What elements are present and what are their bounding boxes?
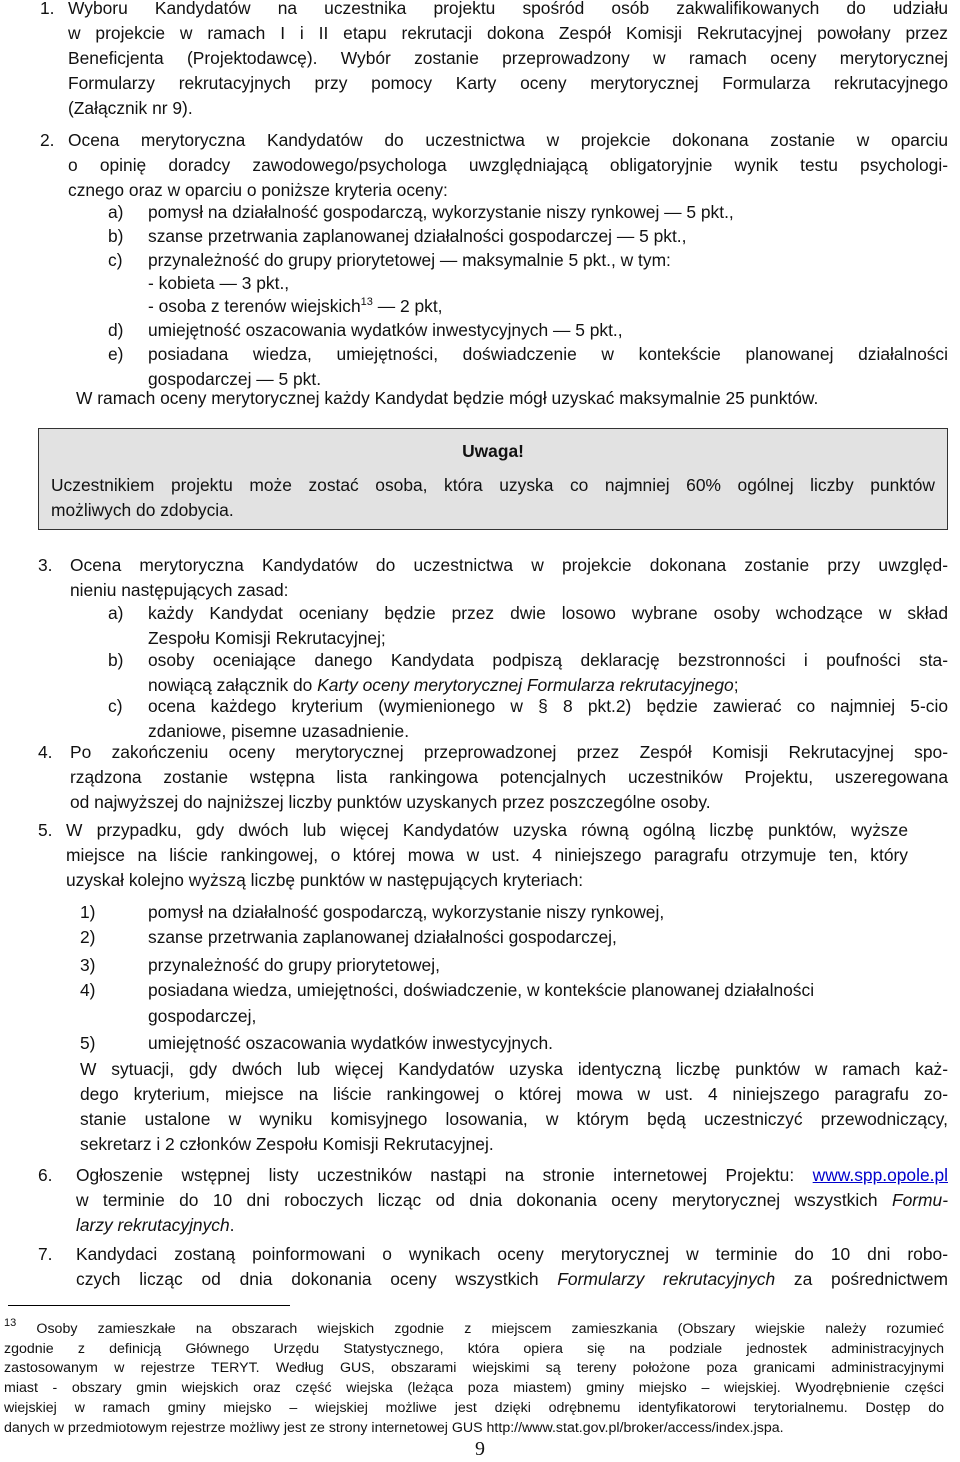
max-points-summary: W ramach oceny merytorycznej każdy Kandydat będzie mógł uzyskać maksymalnie 25 punktów. [76, 388, 819, 408]
rule-b-form-name: Karty oceny merytorycznej Formularza rekrutacyjnego [317, 675, 734, 695]
p5-line-3: uzyskał kolejno wyższą liczbę punktów w następujących kryteriach: [66, 870, 584, 890]
tiebreak-1-label: 1) [80, 902, 96, 922]
p1-line-5: (Załącznik nr 9). [68, 98, 193, 118]
p4-line-1: Po zakończeniu oceny merytorycznej przeprowadzonej przez Zespół Komisji Rekrutacyjnej spo- [70, 742, 948, 762]
rule-b-line-1: osoby oceniające danego Kandydata podpiszą deklarację bezstronności i poufności sta- [148, 650, 948, 670]
rule-a-label: a) [108, 603, 124, 623]
note-box [38, 428, 948, 530]
point-1-number: 1. [40, 0, 55, 18]
p2-line-2: o opinię doradcy zawodowego/psychologa uwzględniającą obligatoryjnie wynik testu psychologi- [68, 155, 948, 175]
note-line-1: Uczestnikiem projektu może zostać osoba, która uzyska co najmniej 60% ogólnej liczby punktów [51, 475, 935, 495]
page-number: 9 [475, 1438, 485, 1460]
rule-c-label: c) [108, 696, 123, 716]
p6-line-2-italic: Formu- [891, 1190, 948, 1210]
p4-line-3: od najwyższej do najniższej liczby punktów uzyskanych przez poszczególne osoby. [70, 792, 711, 812]
tiebreak-4-label: 4) [80, 980, 96, 1000]
tiebreak-2-label: 2) [80, 927, 96, 947]
criterion-d-label: d) [108, 320, 124, 340]
tiebreak-3-label: 3) [80, 955, 96, 975]
criterion-c: przynależność do grupy priorytetowej — maksymalnie 5 pkt., w tym: [148, 250, 671, 270]
note-text [51, 473, 935, 523]
rural-points: — 2 pkt, [372, 296, 443, 316]
criterion-a: pomysł na działalność gospodarczą, wykorzystanie niszy rynkowej — 5 pkt., [148, 202, 734, 222]
p2-line-3: cznego oraz w oparciu o poniższe kryteria oceny: [68, 180, 448, 200]
criterion-e [148, 342, 948, 392]
footnote-line-1-text: Osoby zamieszkałe na obszarach wiejskich zgodnie z miejscem zamieszkania (Obszary wiejskie należy rozumieć [36, 1321, 944, 1337]
criterion-c-women: - kobieta — 3 pkt., [148, 273, 290, 293]
criterion-b: szanse przetrwania zaplanowanej działalności gospodarczej — 5 pkt., [148, 226, 687, 246]
point-4-number: 4. [38, 742, 53, 762]
criterion-a-label: a) [108, 202, 124, 222]
rule-a-line-2: Zespołu Komisji Rekrutacyjnej; [148, 628, 386, 648]
rule-a-line-1: każdy Kandydat oceniany będzie przez dwie losowo wybrane osoby wchodzące w skład [148, 603, 948, 623]
p6-line-1-text: Ogłoszenie wstępnej listy uczestników nastąpi na stronie internetowej Projektu: [76, 1165, 813, 1185]
tiebreak-4-cont: gospodarczej, [148, 1006, 257, 1026]
p1-line-2: w projekcie w ramach I i II etapu rekrutacji dokona Zespół Komisji Rekrutacyjnej powołany przez [68, 23, 948, 43]
p6-line-3-end: . [229, 1215, 235, 1235]
point-5-number: 5. [38, 820, 53, 840]
tiebreak-5: umiejętność oszacowania wydatków inwestycyjnych. [148, 1033, 553, 1053]
footnote-line-3: zastosowanym w rejestrze TERYT. Według GUS, obszarami wiejskimi są tereny położone poza granicami administracyjnymi [4, 1360, 944, 1377]
tiebreak-3: przynależność do grupy priorytetowej, [148, 955, 440, 975]
p6-line-2 [76, 1188, 948, 1213]
criterion-b-label: b) [108, 226, 124, 246]
p6-line-3 [76, 1213, 948, 1238]
p2-line-1: Ocena merytoryczna Kandydatów do uczestnictwa w projekcie dokonana zostanie w oparciu [68, 130, 948, 150]
rule-c-line-2: zdaniowe, pisemne uzasadnienie. [148, 721, 410, 741]
p7-line-2-text: czych licząc od dnia dokonania oceny wszystkich [76, 1269, 558, 1289]
point-6-text [76, 1163, 948, 1238]
footnote-line-4: miast - obszary gmin wiejskich oraz część wiejska (leżąca poza miastem) gminy miejsko – wiejskiej. Wyodrębnienie części [4, 1380, 944, 1397]
criterion-c-rural [148, 294, 443, 319]
point-4-text [70, 740, 948, 815]
p1-line-3: Beneficjenta (Projektodawcę). Wybór zostanie przeprowadzony w ramach oceny merytorycznej [68, 48, 948, 68]
point-2-text [68, 128, 948, 203]
point-1-text [68, 0, 948, 121]
lottery-line-3: stanie ustalone w wyniku komisyjnego losowania, w którym będą uczestniczyć przewodniczący, [80, 1109, 948, 1129]
footnote-line-1 [4, 1317, 944, 1340]
footnote-ref: 13 [360, 296, 373, 308]
p4-line-2: rządzona zostanie wstępna lista rankingowa potencjalnych uczestników Projektu, uszeregowana [70, 767, 948, 787]
footnote-line-6: danych w przedmiotowym rejestrze możliwy jest ze strony internetowej GUS http://www.stat.gov.pl/broker/access/index.jspa. [4, 1419, 784, 1436]
tiebreak-1: pomysł na działalność gospodarczą, wykorzystanie niszy rynkowej, [148, 902, 665, 922]
lottery-line-2: dego kryterium, miejsce na liście rankingowej o której mowa w ust. 4 niniejszego paragrafu zo- [80, 1084, 948, 1104]
footnote-13 [4, 1317, 944, 1438]
lottery-line-1: W sytuacji, gdy dwóch lub więcej Kandydatów uzyska identyczną liczbę punktów w ramach każ- [80, 1059, 948, 1079]
lottery-line-4: sekretarz i 2 członków Zespołu Komisji Rekrutacyjnej. [80, 1134, 494, 1154]
tiebreak-2: szanse przetrwania zaplanowanej działalności gospodarczej, [148, 927, 617, 947]
point-5-text [66, 818, 908, 893]
p5-line-1: W przypadku, gdy dwóch lub więcej Kandydatów uzyska równą ogólną liczbę punktów, wyższe [66, 820, 908, 840]
point-3-text [70, 553, 948, 603]
rule-b-end: ; [733, 675, 739, 695]
p6-line-3-italic: larzy rekrutacyjnych [76, 1215, 230, 1235]
criterion-e-line-1: posiadana wiedza, umiejętności, doświadczenie w kontekście planowanej działalności [148, 344, 948, 364]
p7-line-2-end: za pośrednictwem [775, 1269, 948, 1289]
rural-text: - osoba z terenów wiejskich [148, 296, 361, 316]
point-2-number: 2. [40, 130, 55, 150]
rule-b-text: nowiącą załącznik do [148, 675, 318, 695]
criterion-c-label: c) [108, 250, 123, 270]
p6-line-1 [76, 1163, 948, 1188]
note-title: Uwaga! [462, 441, 524, 461]
footnote-number: 13 [4, 1317, 17, 1329]
point-6-number: 6. [38, 1165, 53, 1185]
p5-line-2: miejsce na liście rankingowej, o której mowa w ust. 4 niniejszego paragrafu otrzymuje ten, który [66, 845, 908, 865]
p1-line-1: Wyboru Kandydatów na uczestnika projektu spośród osób zakwalifikowanych do udziału [68, 0, 948, 18]
footnote-line-2: zgodnie z definicją Głównego Urzędu Statystycznego, która opiera się na podziale jednostek administracyjnych [4, 1340, 944, 1357]
p3-line-1: Ocena merytoryczna Kandydatów do uczestnictwa w projekcie dokonana zostanie przy uwzględ- [70, 555, 948, 575]
rule-b-label: b) [108, 650, 124, 670]
note-line-2: możliwych do zdobycia. [51, 500, 234, 520]
p1-line-4: Formularzy rekrutacyjnych przy pomocy Karty oceny merytorycznej Formularza rekrutacyjnego [68, 73, 948, 93]
footnote-separator [8, 1305, 290, 1306]
p6-line-2-text: w terminie do 10 dni roboczych licząc od dnia dokonania oceny merytorycznej wszystkich [76, 1190, 892, 1210]
rule-c-line-1: ocena każdego kryterium (wymienionego w § 8 pkt.2) będzie zawierać co najmniej 5-cio [148, 696, 948, 716]
tiebreak-5-label: 5) [80, 1033, 96, 1053]
rule-b [148, 648, 948, 698]
p3-line-2: nieniu następujących zasad: [70, 580, 289, 600]
point-3-number: 3. [38, 555, 53, 575]
lottery-paragraph [80, 1057, 948, 1157]
point-7-number: 7. [38, 1244, 53, 1264]
criterion-e-line-2: gospodarczej — 5 pkt. [148, 369, 322, 389]
project-website-link[interactable]: www.spp.opole.pl [812, 1165, 948, 1185]
p7-line-2 [76, 1267, 948, 1292]
rule-a [148, 601, 948, 651]
tiebreak-4: posiadana wiedza, umiejętności, doświadczenie, w kontekście planowanej działalności [148, 980, 815, 1000]
rule-c [148, 694, 948, 744]
criterion-d: umiejętność oszacowania wydatków inwestycyjnych — 5 pkt., [148, 320, 623, 340]
footnote-line-5: wiejskiej w ramach gminy miejsko – wiejskiej możliwe jest dzięki odrębnemu identyfikatorowi terytorialnemu. Dostęp do [4, 1399, 944, 1416]
point-7-text [76, 1242, 948, 1292]
p7-line-2-italic: Formularzy rekrutacyjnych [557, 1269, 776, 1289]
p7-line-1: Kandydaci zostaną poinformowani o wynikach oceny merytorycznej w terminie do 10 dni robo- [76, 1244, 948, 1264]
criterion-e-label: e) [108, 344, 124, 364]
